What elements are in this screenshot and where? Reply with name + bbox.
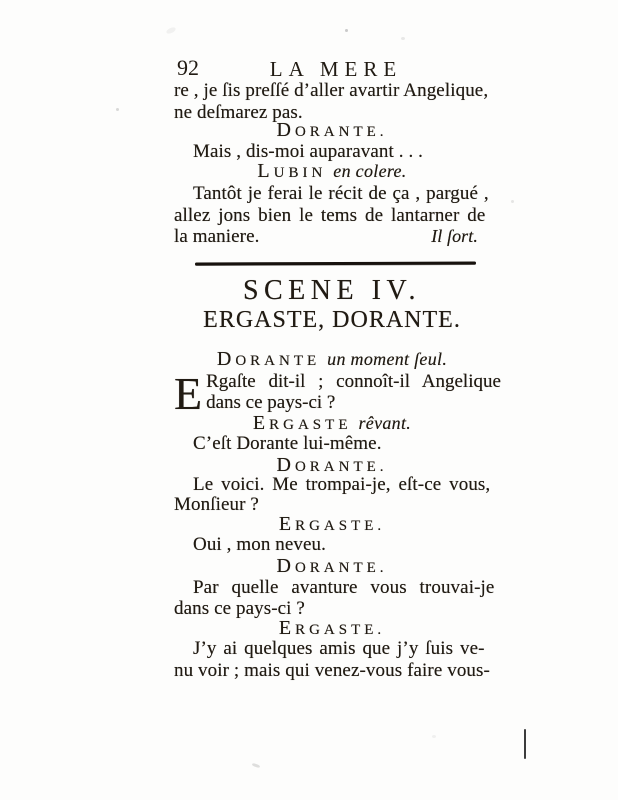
speaker-name: DORANTE: [216, 348, 321, 370]
scene-characters: ERGASTE, DORANTE.: [203, 307, 461, 333]
dialogue-line: ne deſmarez pas.: [174, 102, 303, 123]
running-title: LA MERE: [269, 57, 403, 81]
dialogue-line: dans ce pays-ci ?: [206, 392, 336, 413]
scan-speckle: [345, 29, 348, 32]
dialogue-line: Monſieur ?: [174, 494, 259, 515]
dialogue-line: allez jons bien le tems de lantarner de: [174, 205, 486, 226]
dialogue-line: Oui , mon neveu.: [193, 534, 326, 555]
dialogue-line: Mais , dis-moi auparavant . . .: [193, 141, 423, 162]
speaker-name: DORANTE.: [276, 555, 388, 577]
dialogue-line: nu voir ; mais qui venez-vous faire vous-: [174, 660, 490, 681]
dialogue-line: C’eſt Dorante lui-même.: [193, 433, 382, 454]
scan-speckle: [165, 26, 176, 35]
stage-direction: rêvant.: [358, 413, 412, 433]
dialogue-line: [174, 226, 490, 247]
speaker-name: ERGASTE.: [278, 513, 386, 535]
speaker-line: [174, 161, 490, 184]
speaker-name: LUBIN: [257, 160, 327, 182]
dialogue-text: la maniere.: [174, 226, 260, 247]
speaker-line: [174, 556, 490, 579]
dialogue-line: Par quelle avanture vous trouvai-je: [193, 577, 495, 598]
scan-speckle: [116, 108, 119, 111]
scan-speckle: [401, 37, 405, 40]
dialogue-line: Rgaſte dit-il ; connoît-il Angelique: [206, 371, 501, 392]
drop-cap-initial: E: [174, 368, 203, 419]
stage-direction-exit: Il ſort.: [431, 226, 478, 246]
speaker-name: ERGASTE.: [278, 617, 386, 639]
page-number: 92: [177, 55, 199, 80]
dialogue-line: re , je ſis preſſé d’aller avartir Angelique,: [174, 80, 489, 101]
scan-speckle: [511, 200, 514, 203]
stage-direction: un moment ſeul.: [327, 349, 448, 369]
speaker-line: [174, 120, 490, 143]
dialogue-line: J’y ai quelques amis que j’y ſuis ve-: [193, 638, 485, 659]
scan-speckle: [432, 735, 436, 738]
stage-direction: en colere.: [333, 161, 407, 181]
speaker-name: DORANTE.: [276, 119, 388, 141]
section-rule: [195, 262, 476, 266]
scene-heading: SCENE IV.: [242, 275, 422, 306]
dialogue-line: dans ce pays-ci ?: [174, 598, 305, 619]
dialogue-line: Tantôt je ferai le récit de ça , pargué ,: [193, 183, 489, 204]
speaker-name: DORANTE.: [276, 454, 388, 476]
dialogue-paragraph: [174, 368, 501, 419]
speaker-line: [174, 349, 490, 372]
dialogue-line: Le voici. Me trompai-je, eſt-ce vous,: [193, 474, 491, 495]
speaker-name: ERGASTE: [252, 412, 352, 434]
scan-speckle: [252, 763, 261, 769]
scan-mark: [524, 729, 526, 759]
